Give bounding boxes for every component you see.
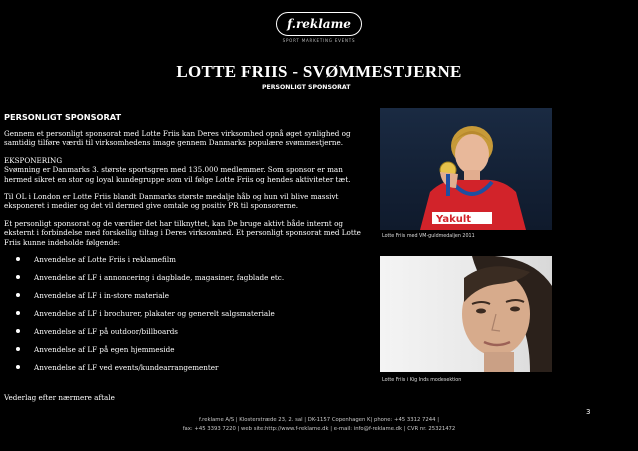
logo-tagline: SPORT MARKETING EVENTS [282,38,356,43]
photo-caption: Lotte Friis med VM-guldmedaljen 2011 [382,234,475,239]
benefits-list [4,255,370,381]
list-item: Anvendelse af LF ved events/kundearrangementer [4,363,370,381]
page-number: 3 [586,408,591,416]
list-item: Anvendelse af LF på egen hjemmeside [4,345,370,363]
list-item: Anvendelse af Lotte Friis i reklamefilm [4,255,370,273]
exposure-paragraph: Svømning er Danmarks 3. største sportsgren med 135.000 medlemmer. Som sponsor er man hermed sikret en stor og loyal kundegruppe som vil følge Lotte Friis og hendes aktiviteter tæt. [4,165,351,184]
footer-contact: fax: +45 3393 7220 | web site:http://www.f-reklame.dk | e-mail: info@f-reklame.dk | CVR nr. 25321472 [182,426,456,432]
list-item: Anvendelse af LF i in-store materiale [4,291,370,309]
list-item: Anvendelse af LF i brochurer, plakater og generelt salgsmateriale [4,309,370,327]
fashion-portrait-photo [380,256,552,372]
page-subtitle: PERSONLIGT SPONSORAT [262,84,351,91]
section-heading: PERSONLIGT SPONSORAT [4,112,122,122]
closing-note: Vederlag efter nærmere aftale [4,393,115,403]
sponsorship-paragraph: Et personligt sponsorat og de værdier det har tilknyttet, kan De bruge aktivt både internt og eksternt i forbindelse med forskellig tiltag i Deres virksomhed. Et personligt sponsorat med Lotte Friis kunne indeholde følgende: [4,218,361,247]
portrait-illustration [380,256,552,372]
swimmer-medal-illustration [380,108,552,230]
footer-address: f.reklame A/S | Klosterstræde 23, 2. sal | DK-1157 Copenhagen K| phone: +45 3312 7244 | [199,417,439,423]
list-item: Anvendelse af LF i annoncering i dagblade, magasiner, fagblade etc. [4,273,370,291]
main-text [4,112,370,402]
photo-caption: Lotte Friis i Kig Inds modesektion [382,378,462,383]
svg-text:Yakult: Yakult [436,214,472,225]
list-item: Anvendelse af LF på outdoor/billboards [4,327,370,345]
page-title: LOTTE FRIIS - SVØMMESTJERNE [176,62,462,81]
olympics-paragraph: Til OL i London er Lotte Friis blandt Danmarks største medalje håb og hun vil blive massivt eksponeret i medier og det vil dermed give omtale og positiv PR til sponsorerne. [4,192,339,211]
company-logo [276,12,362,36]
swimmer-medal-photo [380,108,552,230]
logo-text: f.reklame [287,17,351,31]
intro-paragraph: Gennem et personligt sponsorat med Lotte Friis kan Deres virksomhed opnå øget synlighed og samtidig tilføre værdi til virksomhedens image gennem Danmarks populære svømmestjerne. [4,129,351,148]
exposure-heading: EKSPONERING [4,155,63,165]
